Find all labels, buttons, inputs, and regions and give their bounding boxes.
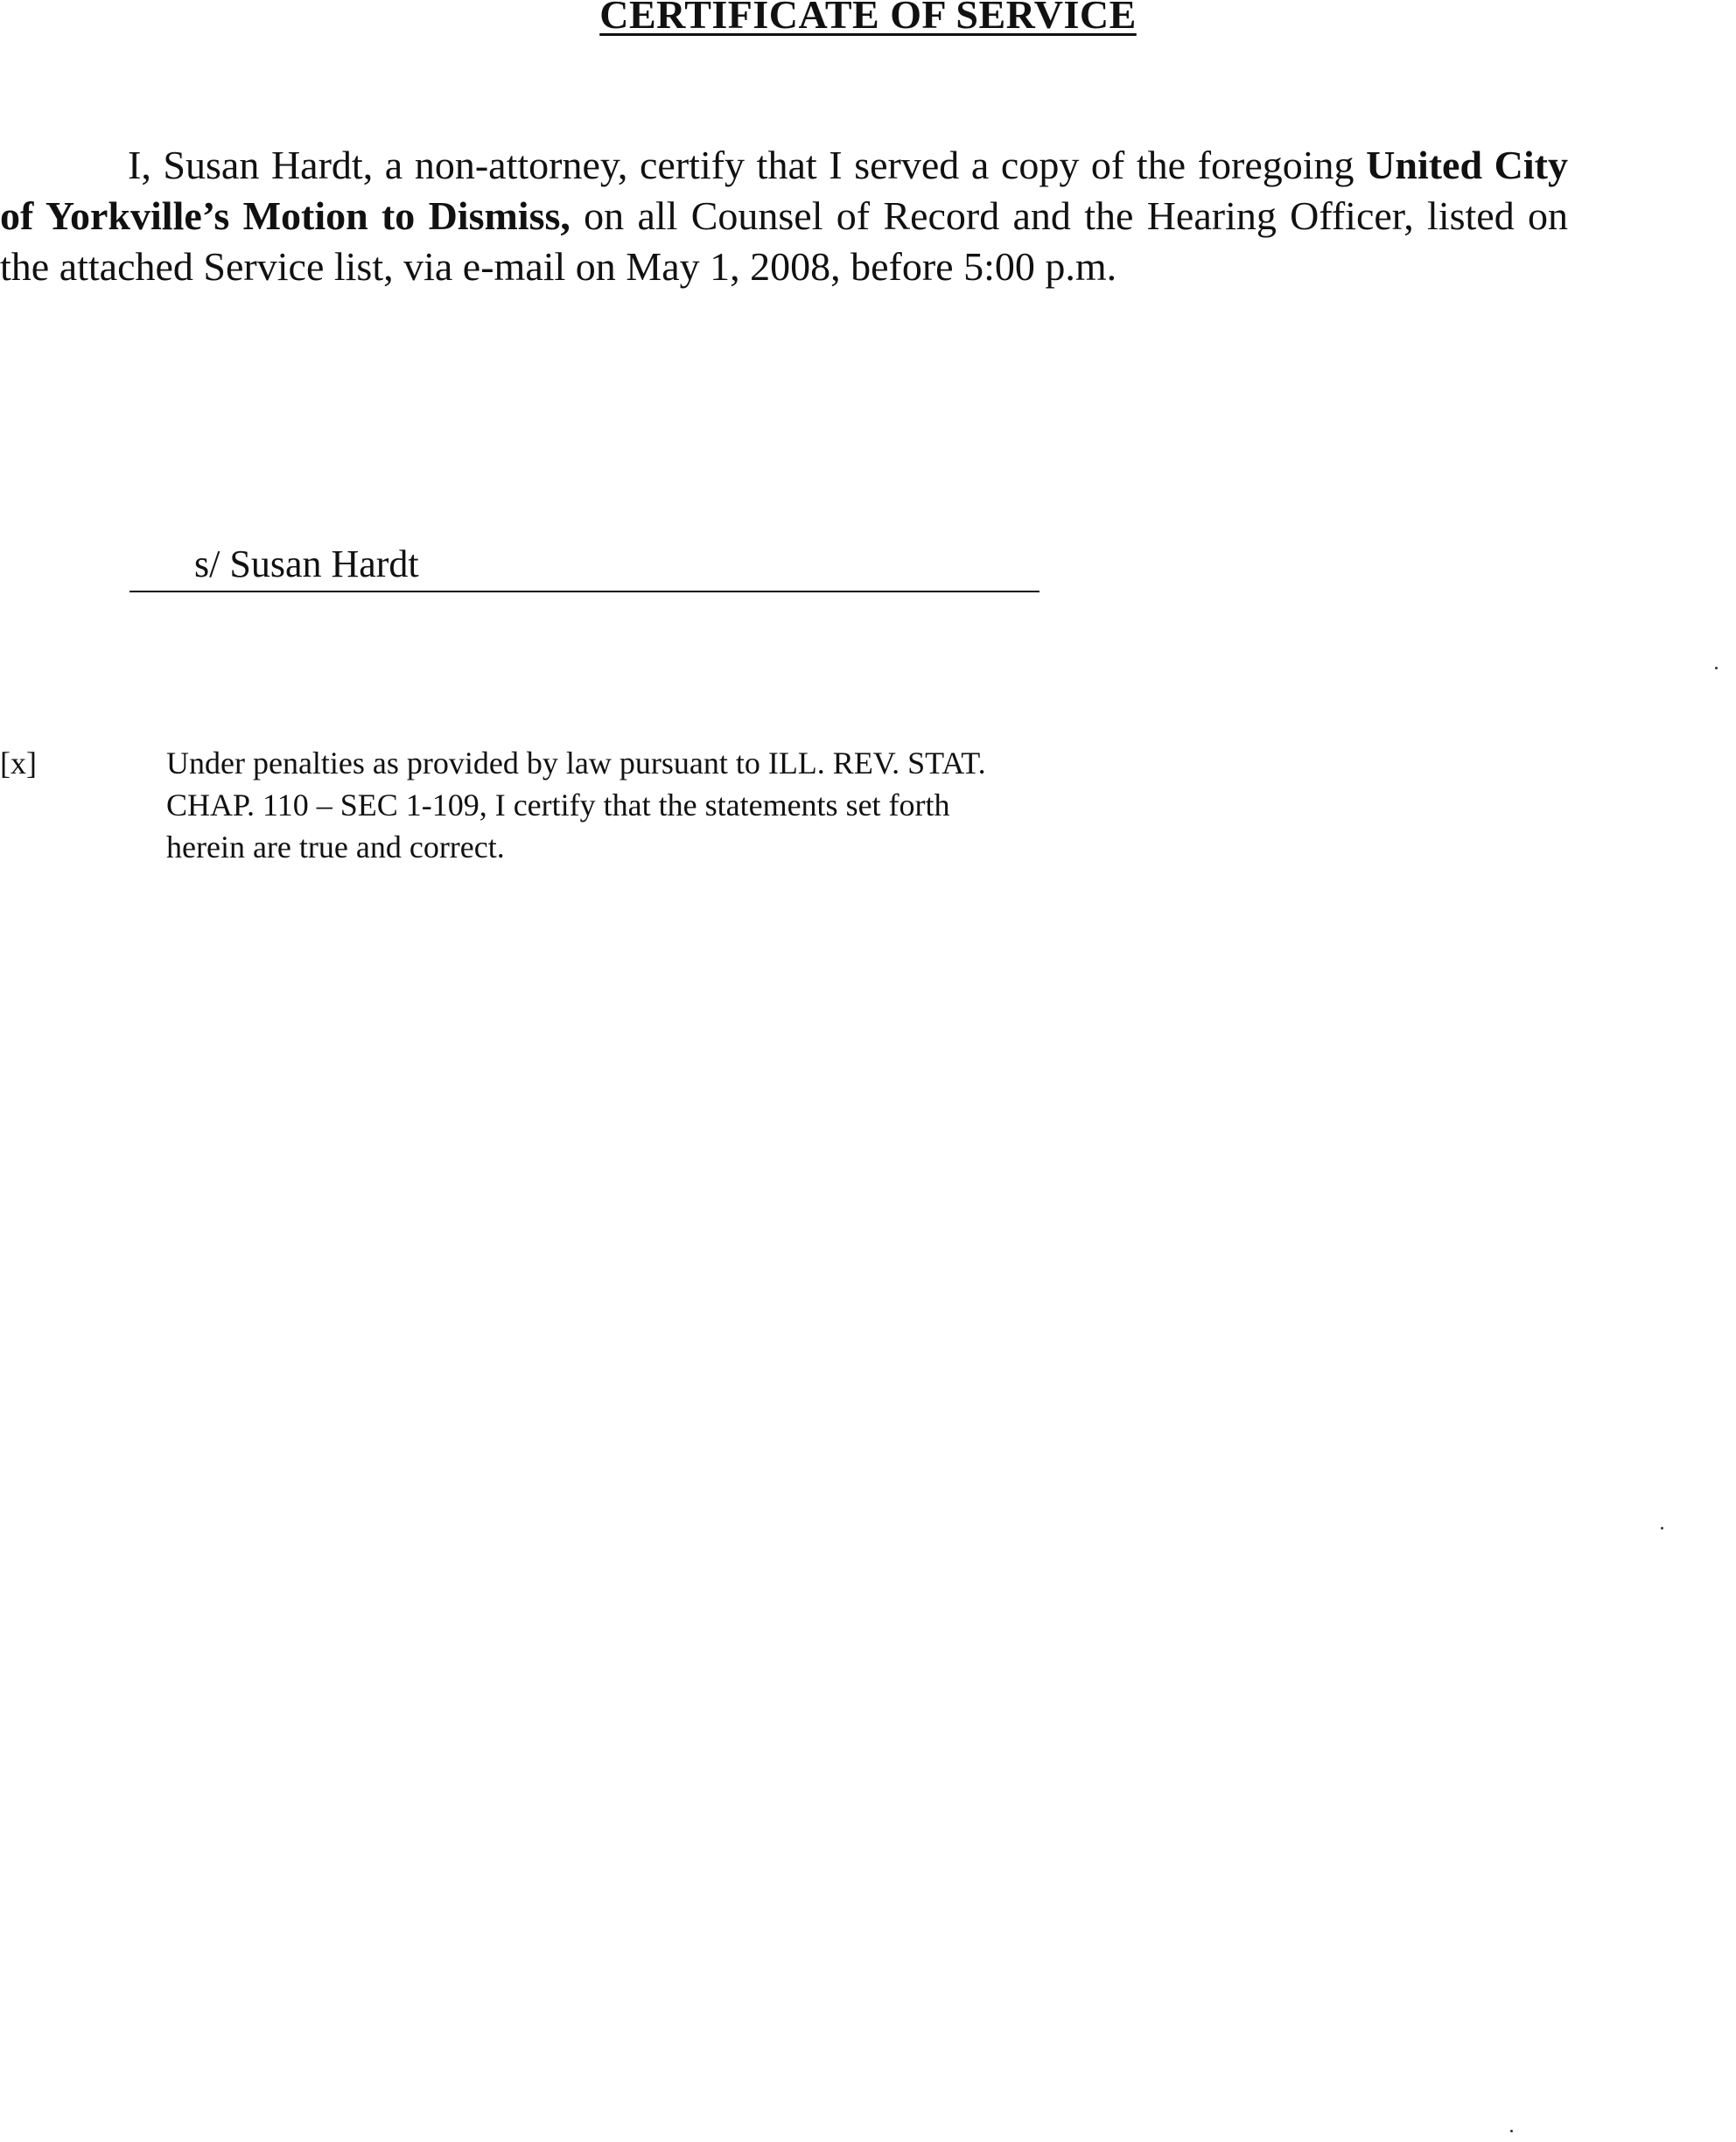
scan-speck [1661, 1527, 1663, 1530]
certification-paragraph [0, 140, 1568, 292]
paragraph-intro: I, Susan Hardt, a non-attorney, certify that I served a copy of the foregoing [128, 143, 1367, 187]
checkbox-marker: [x] [0, 746, 37, 780]
paragraph-rest: on all Counsel of Record and the Hearing Officer, listed on the attached Service list, via e-mail on May 1, 2008, before 5:00 p.m. [0, 193, 1568, 289]
motion-title: United City of Yorkville’s Motion to Dismiss, [0, 143, 1568, 238]
penalty-statement [166, 742, 1129, 868]
statement-line: herein are true and correct. [166, 830, 505, 864]
document-title: CERTIFICATE OF SERVICE [599, 0, 1137, 37]
scan-speck [1715, 667, 1718, 669]
statement-line: Under penalties as provided by law pursuant to ILL. REV. STAT. [166, 746, 986, 780]
statement-line: CHAP. 110 – SEC 1-109, I certify that the statements set forth [166, 788, 950, 822]
signature-line [130, 538, 1040, 592]
signature-text: s/ Susan Hardt [194, 542, 419, 585]
scan-speck [1510, 2130, 1513, 2132]
